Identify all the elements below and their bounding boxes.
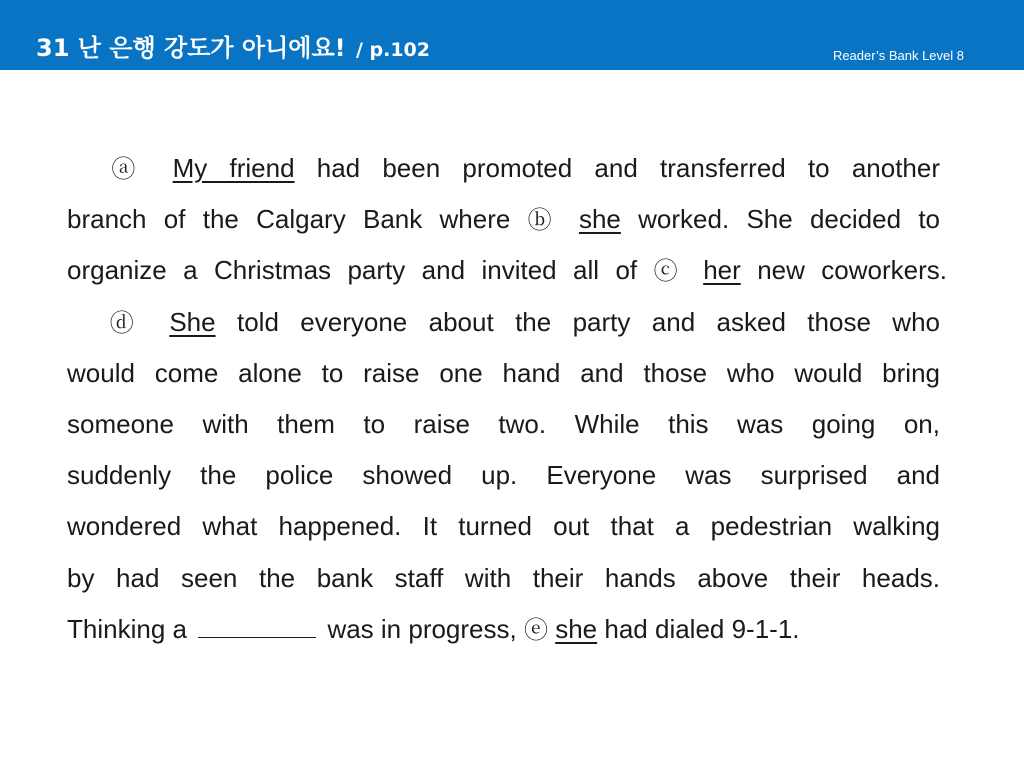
- marker-a: ⓐ: [111, 155, 151, 183]
- passage-line-2: [67, 194, 940, 245]
- reading-passage: [67, 143, 947, 655]
- underlined-a: My friend: [172, 153, 295, 183]
- marker-e: ⓔ: [523, 615, 548, 644]
- lesson-title: [36, 28, 430, 63]
- lesson-title-text: 31 난 은행 강도가 아니에요!: [36, 34, 346, 62]
- line-10-pre: Thinking a: [67, 613, 187, 644]
- passage-line-3: [67, 245, 947, 296]
- passage-line-8: wondered what happened. It turned out that a pedestrian walking: [67, 511, 940, 542]
- page-number: / p.102: [355, 39, 431, 61]
- line-10-mid: was in progress,: [327, 613, 517, 644]
- passage-line-4: [67, 297, 940, 348]
- underlined-c: her: [703, 255, 741, 286]
- series-label: Reader’s Bank Level 8: [832, 48, 964, 63]
- underlined-d: She: [169, 306, 216, 337]
- passage-line-9: by had seen the bank staff with their hands above their heads.: [67, 562, 940, 593]
- passage-line-1: [67, 143, 940, 194]
- line-3-pre: organize a Christmas party and invited all of: [67, 255, 638, 286]
- marker-d: ⓓ: [109, 308, 148, 337]
- passage-line-10: [67, 604, 940, 655]
- line-2-post: worked. She decided to: [638, 204, 940, 235]
- answer-blank: [198, 613, 316, 638]
- line-10-post: had dialed 9-1-1.: [604, 613, 800, 644]
- line-1-text: had been promoted and transferred to another: [316, 153, 941, 183]
- passage-line-5: would come alone to raise one hand and those who would bring: [67, 357, 940, 388]
- line-3-post: new coworkers.: [757, 255, 947, 286]
- marker-b: ⓑ: [527, 206, 562, 235]
- line-2-pre: branch of the Calgary Bank where: [67, 204, 511, 235]
- underlined-e: she: [555, 613, 598, 644]
- passage-line-6: someone with them to raise two. While this was going on,: [67, 408, 940, 439]
- line-4-text: told everyone about the party and asked those who: [236, 306, 940, 337]
- underlined-b: she: [578, 204, 621, 235]
- marker-c: ⓒ: [653, 257, 687, 286]
- passage-line-7: suddenly the police showed up. Everyone was surprised and: [67, 460, 940, 491]
- header-bar: [0, 0, 1024, 70]
